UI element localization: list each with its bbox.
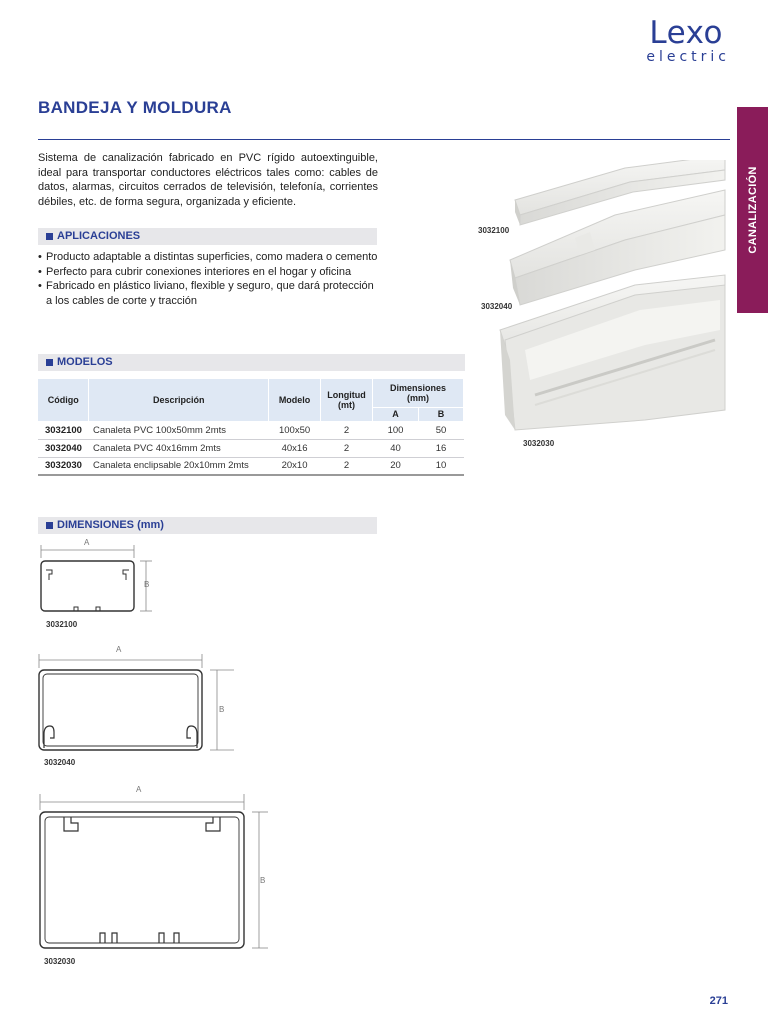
cell-dim-a: 40 xyxy=(373,439,419,457)
cell-codigo: 3032040 xyxy=(38,439,89,457)
section-header-modelos xyxy=(38,354,465,371)
brand-tagline: electric xyxy=(646,49,730,65)
dimension-label-b: B xyxy=(260,876,266,885)
table-row xyxy=(38,421,464,439)
header-dimensiones: Dimensiones (mm) xyxy=(373,379,464,407)
header-descripcion: Descripción xyxy=(89,379,269,421)
cell-descripcion: Canaleta PVC 40x16mm 2mts xyxy=(89,439,269,457)
header-modelo: Modelo xyxy=(269,379,321,421)
list-item: • Perfecto para cubrir conexiones interiores en el hogar y oficina xyxy=(38,265,378,280)
applications-list xyxy=(38,250,378,308)
models-table xyxy=(38,379,464,476)
dimension-drawing-3032040 xyxy=(34,648,244,758)
cell-dim-b: 50 xyxy=(418,421,463,439)
photo-label: 3032100 xyxy=(478,226,510,235)
dimension-label-a: A xyxy=(136,785,142,794)
intro-paragraph: Sistema de canalización fabricado en PVC rígido autoextinguible, ideal para transportar conductores eléctricos tales como: cables de datos, alarmas, circuitos cerrados de televisión, telefonía, corrientes débiles, etc. de forma segura, organizada y eficiente. xyxy=(38,152,378,208)
cell-dim-a: 100 xyxy=(373,421,419,439)
dimension-label-a: A xyxy=(84,538,90,547)
side-section-tab-label: CANALIZACIÓN xyxy=(746,166,759,254)
photo-label: 3032040 xyxy=(481,302,513,311)
section-header-dimensiones xyxy=(38,517,377,534)
drawing-label: 3032040 xyxy=(44,758,76,767)
page-number: 271 xyxy=(709,995,728,1007)
table-row xyxy=(38,439,464,457)
header-codigo: Código xyxy=(38,379,89,421)
section-header-label: DIMENSIONES (mm) xyxy=(57,519,164,531)
cell-dim-a: 20 xyxy=(373,457,419,475)
photo-label: 3032030 xyxy=(523,439,555,448)
cell-descripcion: Canaleta enclipsable 20x10mm 2mts xyxy=(89,457,269,475)
cell-descripcion: Canaleta PVC 100x50mm 2mts xyxy=(89,421,269,439)
side-section-tab xyxy=(737,107,768,313)
page-title: BANDEJA Y MOLDURA xyxy=(38,98,232,117)
cell-longitud: 2 xyxy=(321,421,373,439)
section-header-label: APLICACIONES xyxy=(57,230,141,242)
drawing-label: 3032030 xyxy=(44,957,76,966)
header-dim-b: B xyxy=(418,407,463,421)
cell-longitud: 2 xyxy=(321,439,373,457)
title-divider xyxy=(38,139,730,140)
section-header-label: MODELOS xyxy=(57,356,113,368)
dimension-drawing-3032100 xyxy=(34,536,164,616)
header-dim-a: A xyxy=(373,407,419,421)
cell-modelo: 20x10 xyxy=(269,457,321,475)
cell-dim-b: 16 xyxy=(418,439,463,457)
header-longitud: Longitud (mt) xyxy=(321,379,373,421)
section-header-aplicaciones xyxy=(38,228,377,245)
brand-logo xyxy=(642,15,730,65)
drawing-label: 3032100 xyxy=(46,620,78,629)
cell-modelo: 100x50 xyxy=(269,421,321,439)
cell-longitud: 2 xyxy=(321,457,373,475)
table-row xyxy=(38,457,464,475)
cell-codigo: 3032030 xyxy=(38,457,89,475)
list-item: • Fabricado en plástico liviano, flexible y seguro, que dará protección a los cables de corte y tracción xyxy=(38,279,378,308)
list-item: • Producto adaptable a distintas superficies, como madera o cemento xyxy=(38,250,378,265)
dimension-drawing-3032030 xyxy=(34,788,274,958)
brand-name: Lexo xyxy=(649,15,723,51)
dimension-label-b: B xyxy=(144,580,150,589)
product-photo-illustration xyxy=(475,160,735,450)
dimension-label-b: B xyxy=(219,705,225,714)
square-bullet-icon xyxy=(46,359,53,366)
cell-modelo: 40x16 xyxy=(269,439,321,457)
square-bullet-icon xyxy=(46,233,53,240)
cell-codigo: 3032100 xyxy=(38,421,89,439)
square-bullet-icon xyxy=(46,522,53,529)
cell-dim-b: 10 xyxy=(418,457,463,475)
dimension-label-a: A xyxy=(116,645,122,654)
